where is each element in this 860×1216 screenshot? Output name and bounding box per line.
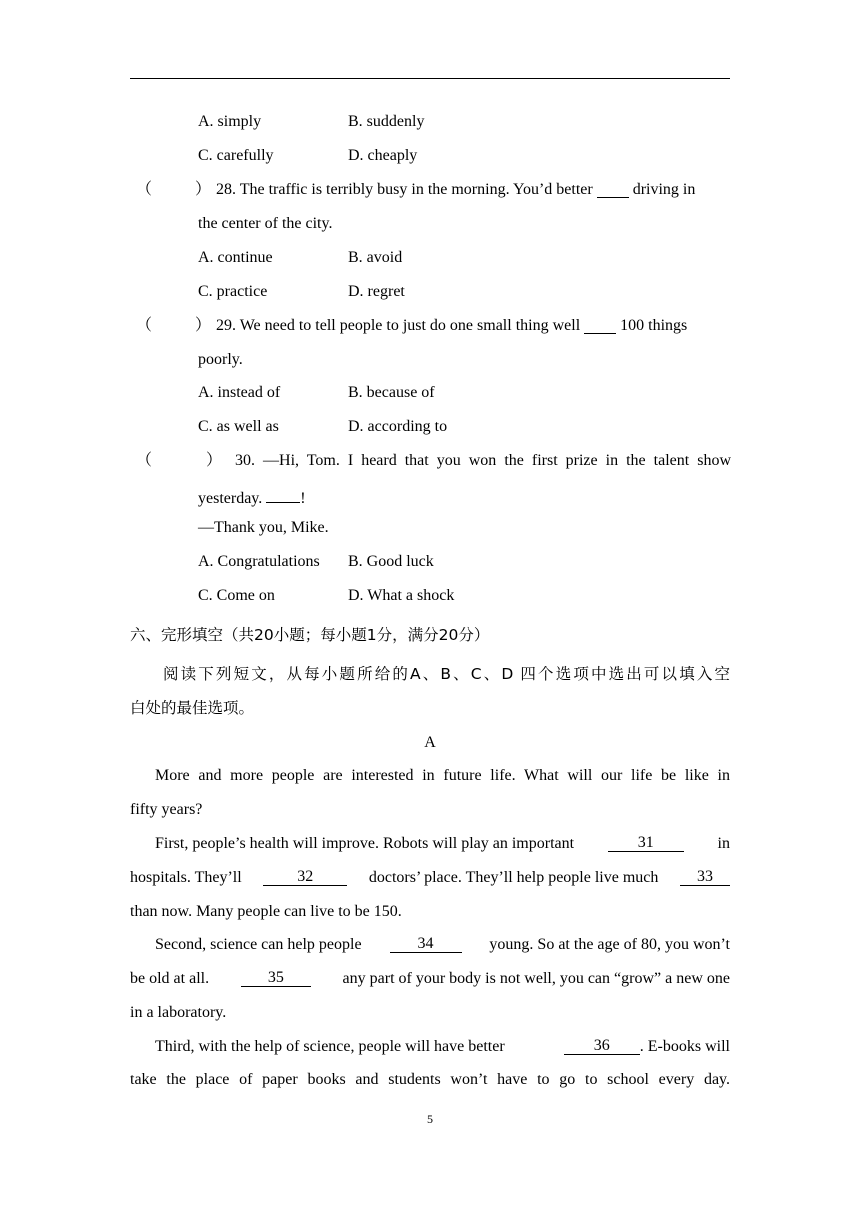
q27-option-d: D. cheaply xyxy=(348,147,418,164)
passage-p4-line1 xyxy=(155,1037,730,1057)
passage-p1-line1: More and more people are interested in future life. What will our life be like in xyxy=(155,767,730,784)
q28-stem-text: 28. The traffic is terribly busy in the morning. You’d better xyxy=(216,181,593,198)
blank-32: 32 xyxy=(263,868,347,886)
q30-stem-line2 xyxy=(198,485,306,509)
q30-option-b: B. Good luck xyxy=(348,553,434,570)
section-6-note: （共20小题；每小题1分，满分20分） xyxy=(223,626,490,644)
q29-option-d: D. according to xyxy=(348,418,448,435)
passage-text: . E-books will xyxy=(639,1038,730,1055)
section-6-heading xyxy=(130,625,489,645)
q30-stem-exclaim: ! xyxy=(300,490,306,507)
q27-option-a: A. simply xyxy=(198,113,262,130)
q28-stem-line2: the center of the city. xyxy=(198,215,333,232)
section-6-instruction-line2: 白处的最佳选项。 xyxy=(130,699,255,717)
passage-label: A xyxy=(424,734,436,751)
q29-stem-text: 29. We need to tell people to just do one small thing well xyxy=(216,317,581,334)
q28-option-d: D. regret xyxy=(348,283,405,300)
blank-36: 36 xyxy=(564,1037,640,1055)
q28-option-c: C. practice xyxy=(198,283,268,300)
q28-stem-text-end: driving in xyxy=(632,181,696,198)
passage-p3-line2 xyxy=(130,969,730,989)
page-number: 5 xyxy=(427,1112,433,1126)
q30-option-a: A. Congratulations xyxy=(198,553,320,570)
passage-text: doctors’ place. They’ll help people live much xyxy=(368,869,659,886)
passage-text: hospitals. They’ll xyxy=(130,869,242,886)
passage-p3-line1 xyxy=(155,935,730,955)
passage-text: be old at all. xyxy=(130,970,210,987)
q30-dialogue-reply: —Thank you, Mike. xyxy=(198,519,329,536)
q30-option-d: D. What a shock xyxy=(348,587,455,604)
passage-text: in xyxy=(717,835,730,852)
blank-31: 31 xyxy=(608,834,684,852)
q30-answer-paren-open: （ xyxy=(136,452,153,469)
q30-stem-text: yesterday. xyxy=(198,490,263,507)
q28-option-a: A. continue xyxy=(198,249,273,266)
q29-stem-line1 xyxy=(216,316,731,336)
passage-p4-line2: take the place of paper books and students won’t have to go to school every day. xyxy=(130,1071,730,1088)
q28-option-b: B. avoid xyxy=(348,249,403,266)
passage-text: First, people’s health will improve. Robots will play an important xyxy=(155,835,575,852)
q30-blank xyxy=(266,485,300,503)
q27-option-c: C. carefully xyxy=(198,147,274,164)
q29-option-b: B. because of xyxy=(348,384,435,401)
passage-text: Second, science can help people xyxy=(155,936,362,953)
passage-p2-line1 xyxy=(155,834,730,854)
q28-answer-paren-open: （ xyxy=(136,181,153,198)
header-rule xyxy=(130,78,730,79)
passage-text: young. So at the age of 80, you won’t xyxy=(489,936,730,953)
q29-option-a: A. instead of xyxy=(198,384,281,401)
q28-blank xyxy=(597,180,629,198)
passage-text: Third, with the help of science, people will have better xyxy=(155,1038,505,1055)
q30-stem-line1: 30. —Hi, Tom. I heard that you won the first prize in the talent show xyxy=(235,452,731,469)
passage-text: any part of your body is not well, you can “grow” a new one xyxy=(342,970,730,987)
passage-p2-line3: than now. Many people can live to be 150. xyxy=(130,903,402,920)
q30-answer-paren-close: ） xyxy=(206,452,223,469)
passage-p1-line2: fifty years? xyxy=(130,801,203,818)
q28-stem-line1 xyxy=(216,180,731,200)
q29-stem-line2: poorly. xyxy=(198,351,243,368)
blank-35: 35 xyxy=(241,969,311,987)
passage-p2-line2 xyxy=(130,868,730,888)
q30-option-c: C. Come on xyxy=(198,587,275,604)
q28-answer-paren-close: ） xyxy=(195,181,212,198)
q29-answer-paren-close: ） xyxy=(195,317,212,334)
q27-option-b: B. suddenly xyxy=(348,113,425,130)
q29-blank xyxy=(584,316,616,334)
q29-answer-paren-open: （ xyxy=(136,317,153,334)
section-6-title: 六、完形填空 xyxy=(130,626,224,644)
passage-p3-line3: in a laboratory. xyxy=(130,1004,227,1021)
q29-option-c: C. as well as xyxy=(198,418,279,435)
section-6-instruction-line1: 阅读下列短文，从每小题所给的A、B、C、D 四个选项中选出可以填入空 xyxy=(163,665,730,683)
blank-33: 33 xyxy=(680,868,730,886)
q29-stem-text-end: 100 things xyxy=(620,317,688,334)
blank-34: 34 xyxy=(390,935,462,953)
